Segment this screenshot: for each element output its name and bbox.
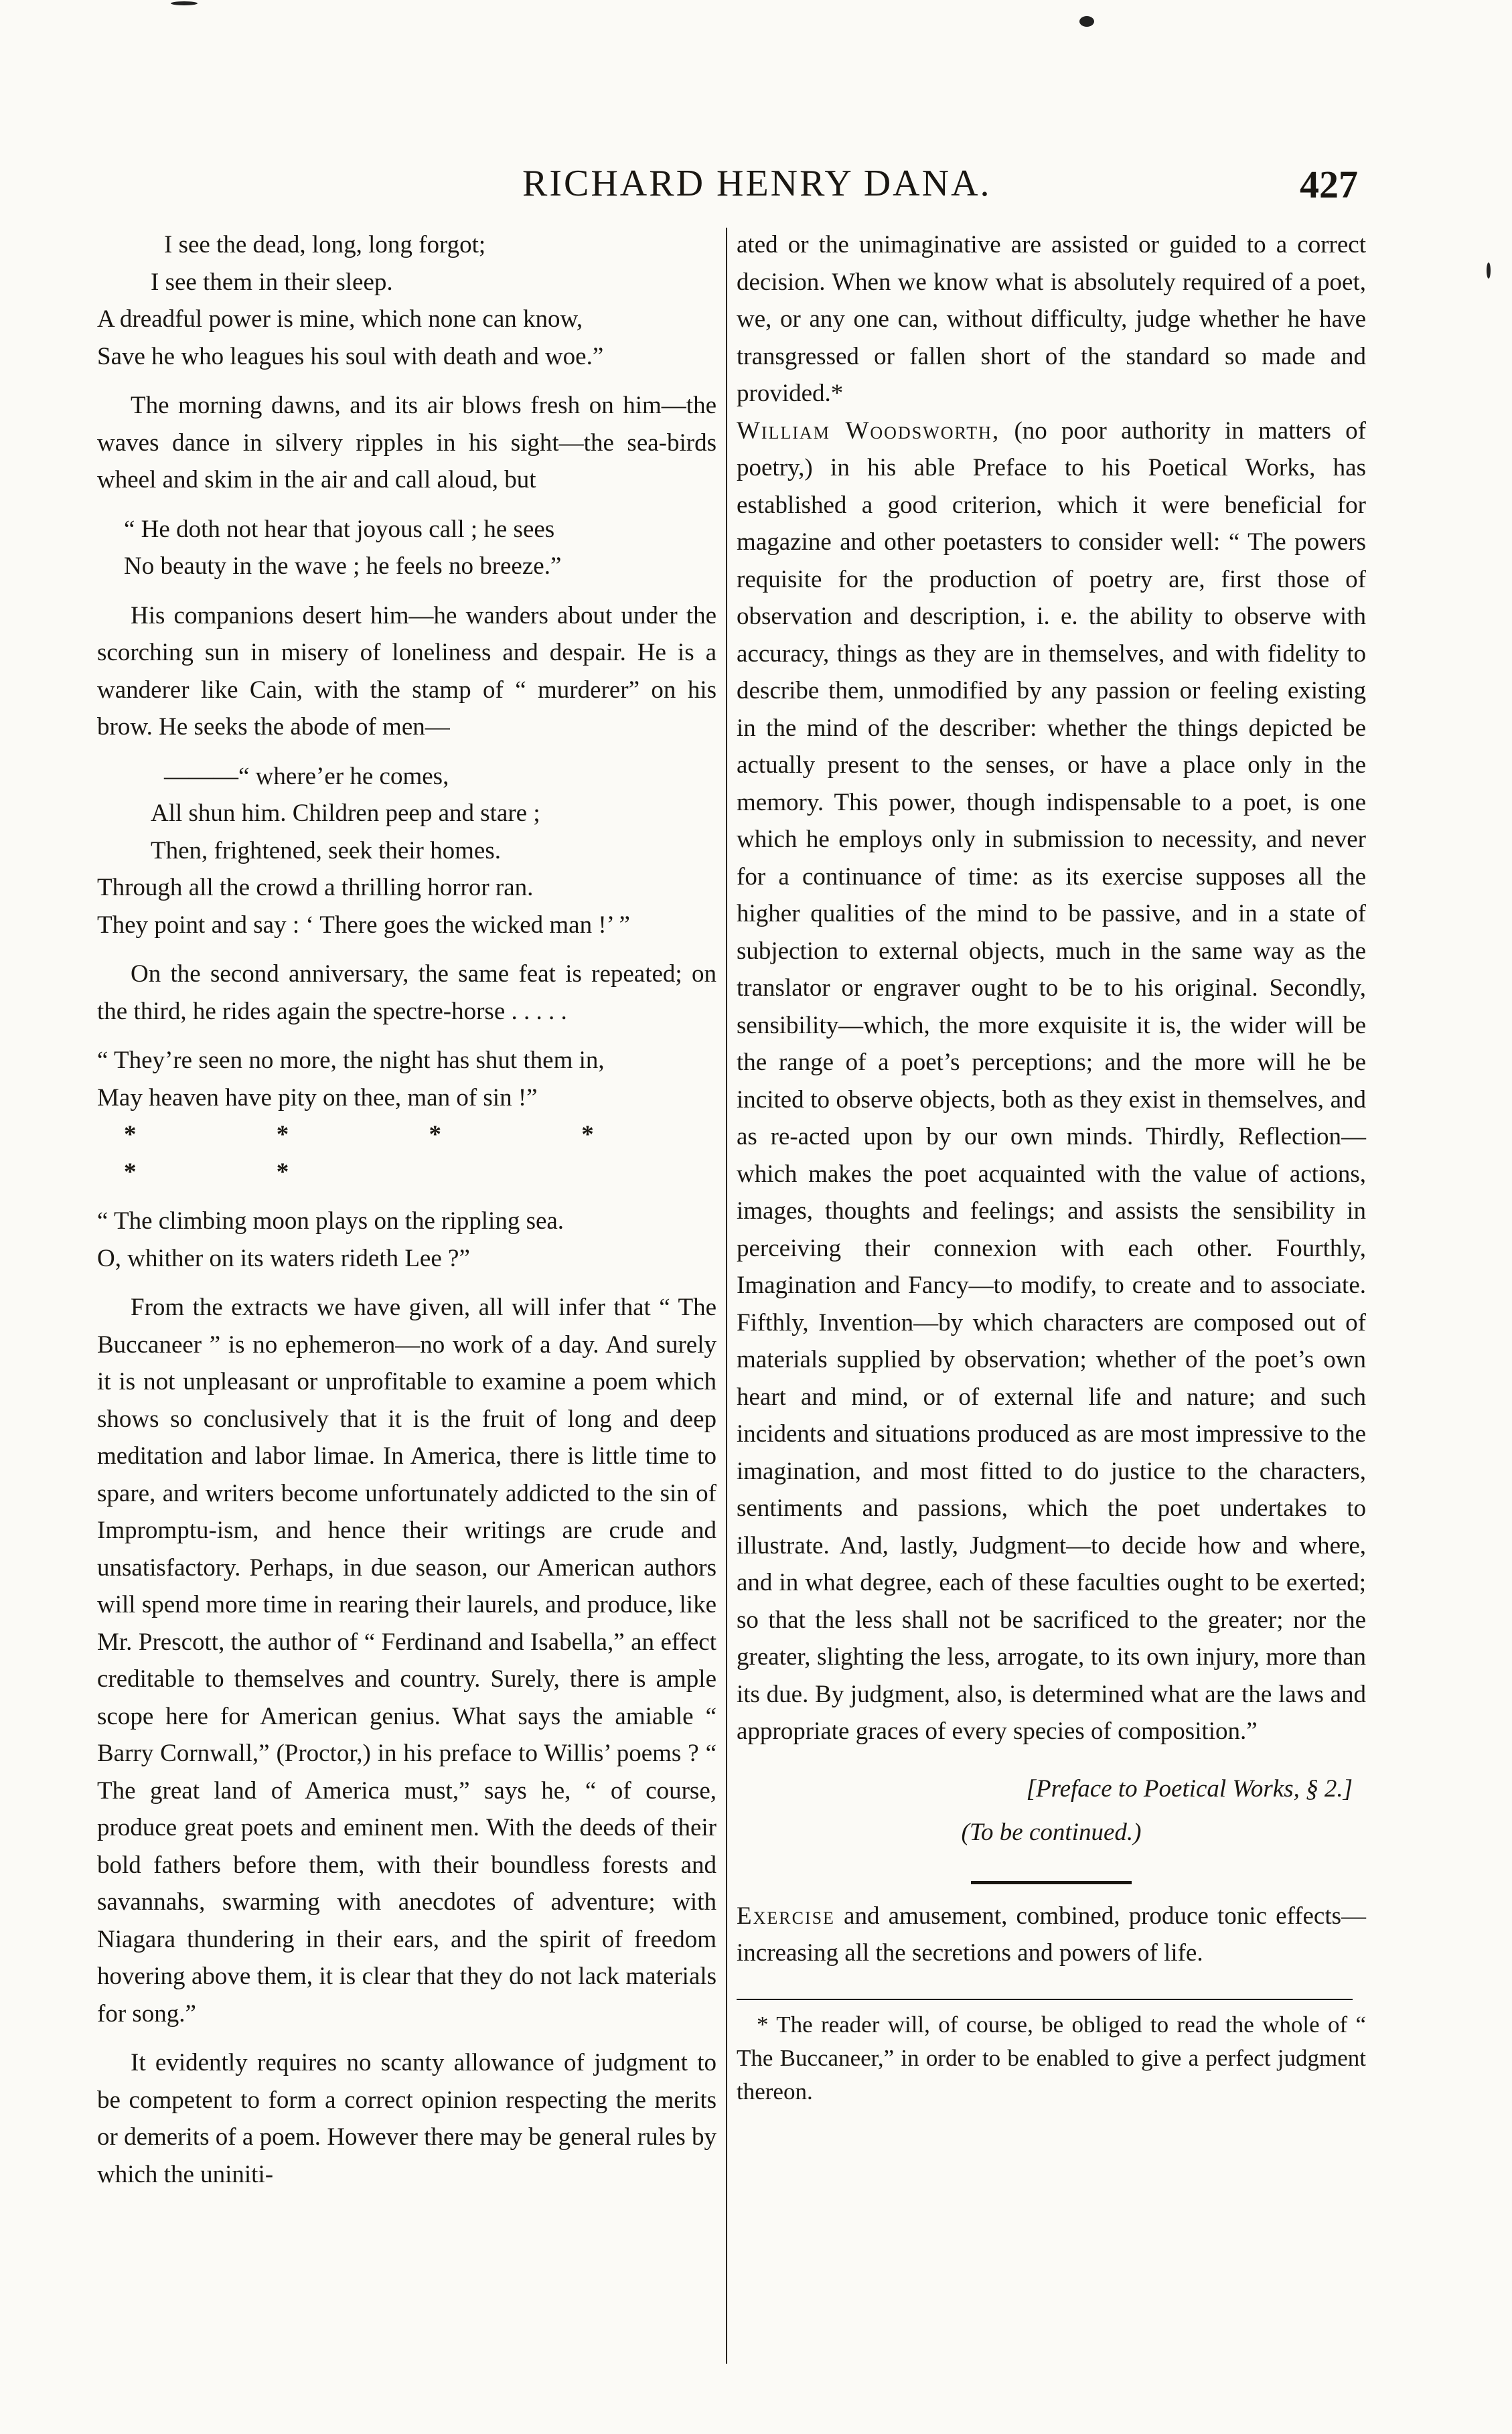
to-be-continued: (To be continued.) — [961, 1819, 1142, 1846]
paragraph-continuation: ated or the unimaginative are assisted or guided to a correct decision. When we know what is absolutely required of a poet, we, or any one can, without difficulty, judge whether he have transgressed or fallen short of the standard so made and provided.* — [737, 231, 1366, 407]
verse-block — [97, 1203, 716, 1277]
right-column — [737, 226, 1366, 2109]
verse-line: “ He doth not hear that joyous call ; he sees — [124, 515, 555, 543]
paragraph — [737, 412, 1366, 1750]
paragraph: His companions desert him—he wanders about under the scorching sun in misery of loneliness and despair. He is a wanderer like Cain, with the stamp of “ murderer” on his brow. He seeks the abode of men— — [97, 601, 716, 741]
paragraph: It evidently requires no scanty allowance of judgment to be competent to form a correct opinion respecting the merits or demerits of a poem. However there may be general rules by which the uniniti- — [97, 2049, 716, 2188]
lead-word: Exercise — [737, 1902, 835, 1930]
verse-line: I see them in their sleep. — [151, 268, 393, 296]
left-column — [97, 226, 716, 2193]
verse-line: All shun him. Children peep and stare ; — [151, 800, 540, 827]
verse-line: They point and say : ‘ There goes the wicked man !’ ” — [97, 911, 630, 939]
paragraph — [737, 1898, 1366, 1972]
section-stars: * * * * * * — [124, 1121, 661, 1186]
page-header — [0, 162, 1512, 216]
column-divider — [726, 228, 727, 2364]
verse-line: A dreadful power is mine, which none can know, — [97, 305, 583, 333]
footnote-rule — [737, 1999, 1353, 2000]
verse-block — [97, 1042, 716, 1191]
ink-speck — [171, 1, 198, 5]
footnote: * The reader will, of course, be obliged to read the whole of “ The Buccaneer,” in order to be enabled to give a perfect judgment thereon. — [737, 2011, 1366, 2105]
verse-line: I see the dead, long, long forgot; — [164, 231, 486, 258]
verse-block — [97, 758, 716, 944]
running-title: RICHARD HENRY DANA. — [522, 163, 992, 204]
ink-speck — [1079, 16, 1094, 27]
ink-speck — [1487, 262, 1491, 279]
paragraph: The morning dawns, and its air blows fresh on him—the waves dance in silvery ripples in his sight—the sea-birds wheel and skim in the air and call aloud, but — [97, 392, 716, 493]
paragraph-text: (no poor authority in matters of poetry,) in his able Preface to his Poetical Works, has established a good criterion, which it were beneficial for magazine and other poetasters to consider well: “ The powers requisite for the production of poetry are, first those of observation and description, i. e. the ability to observe with accuracy, things as they are in themselves, and with fidelity to describe them, unmodified by any passion or feeling existing in the mind of the describer: whether the things depicted be actually present to the senses, or have a place only in the memory. This power, though indispensable to a poet, is one which he employs only in submission to necessity, and never for a continuance of time: as its exercise supposes all the higher qualities of the mind to be passive, and in a state of subjection to external objects, much in the same way as the translator or engraver ought to be to his original. Secondly, sensibility—which, the more exquisite it is, the wider will be the range of a poet’s perceptions; and the more will he be incited to observe objects, both as they exist in themselves, and as re-acted upon by our own minds. Thirdly, Reflection—which makes the poet acquainted with the value of actions, images, thoughts and feelings; and assists the sensibility in perceiving their connexion with each other. Fourthly, Imagination and Fancy—to modify, to create and to associate. Fifthly, Invention—by which characters are composed out of materials supplied by observation; whether of the poet’s own heart and mind, or of external life and nature; and such incidents and situations produced as are most impressive to the imagination, and most fitted to do justice to the characters, sentiments and passions, which the poet undertakes to illustrate. And, lastly, Judgment—to decide how and where, and in what degree, each of these faculties ought to be exerted; so that the less shall not be sacrificed to the greater; nor the greater, slighting the less, arrogate, to its own injury, more than its due. By judgment, also, is determined what are the laws and appropriate graces of every species of composition.” — [737, 416, 1367, 1745]
verse-line: “ They’re seen no more, the night has shut them in, — [97, 1047, 605, 1074]
verse-line: ———“ where’er he comes, — [164, 762, 449, 790]
paragraph: From the extracts we have given, all will infer that “ The Buccaneer ” is no ephemeron—no work of a day. And surely it is not unpleasant or unprofitable to examine a poem which shows so conclusively that it is the fruit of long and deep meditation and labor limae. In America, there is little time to spare, and writers become unfortunately addicted to the sin of Impromptu-ism, and hence their writings are crude and unsatisfactory. Perhaps, in due season, our American authors will spend more time in rearing their laurels, and produce, like Mr. Prescott, the author of “ Ferdinand and Isabella,” an effect creditable to themselves and country. Surely, there is ample scope here for American genius. What says the amiable “ Barry Cornwall,” (Proctor,) in his preface to Willis’ poems ? “ The great land of America must,” says he, “ of course, produce great poets and eminent men. With the deeds of their bold fathers before them, with their boundless forests and savannahs, swarming with anecdotes of adventure; with Niagara thundering in their ears, and the spirit of freedom hovering above them, it is clear that they do not lack materials for song.” — [97, 1294, 716, 2028]
verse-line: Then, frightened, seek their homes. — [151, 836, 501, 864]
verse-line: O, whither on its waters rideth Lee ?” — [97, 1244, 470, 1272]
verse-line: Save he who leagues his soul with death and woe.” — [97, 342, 604, 370]
paragraph: On the second anniversary, the same feat is repeated; on the third, he rides again the spectre-horse . . . . . — [97, 960, 716, 1025]
author-name: William Woodsworth, — [737, 416, 1000, 445]
paragraph-text: and amusement, combined, produce tonic effects—increasing all the secretions and powers of life. — [737, 1902, 1366, 1967]
verse-line: “ The climbing moon plays on the rippling sea. — [97, 1207, 564, 1235]
verse-block — [97, 226, 716, 375]
section-rule — [971, 1881, 1132, 1884]
citation: [Preface to Poetical Works, § 2.] — [1026, 1774, 1353, 1803]
verse-block — [97, 511, 716, 585]
verse-line: No beauty in the wave ; he feels no breeze.” — [124, 552, 562, 580]
verse-line: May heaven have pity on thee, man of sin !” — [97, 1083, 538, 1112]
verse-line: Through all the crowd a thrilling horror ran. — [97, 874, 534, 901]
page-number: 427 — [1300, 163, 1358, 206]
